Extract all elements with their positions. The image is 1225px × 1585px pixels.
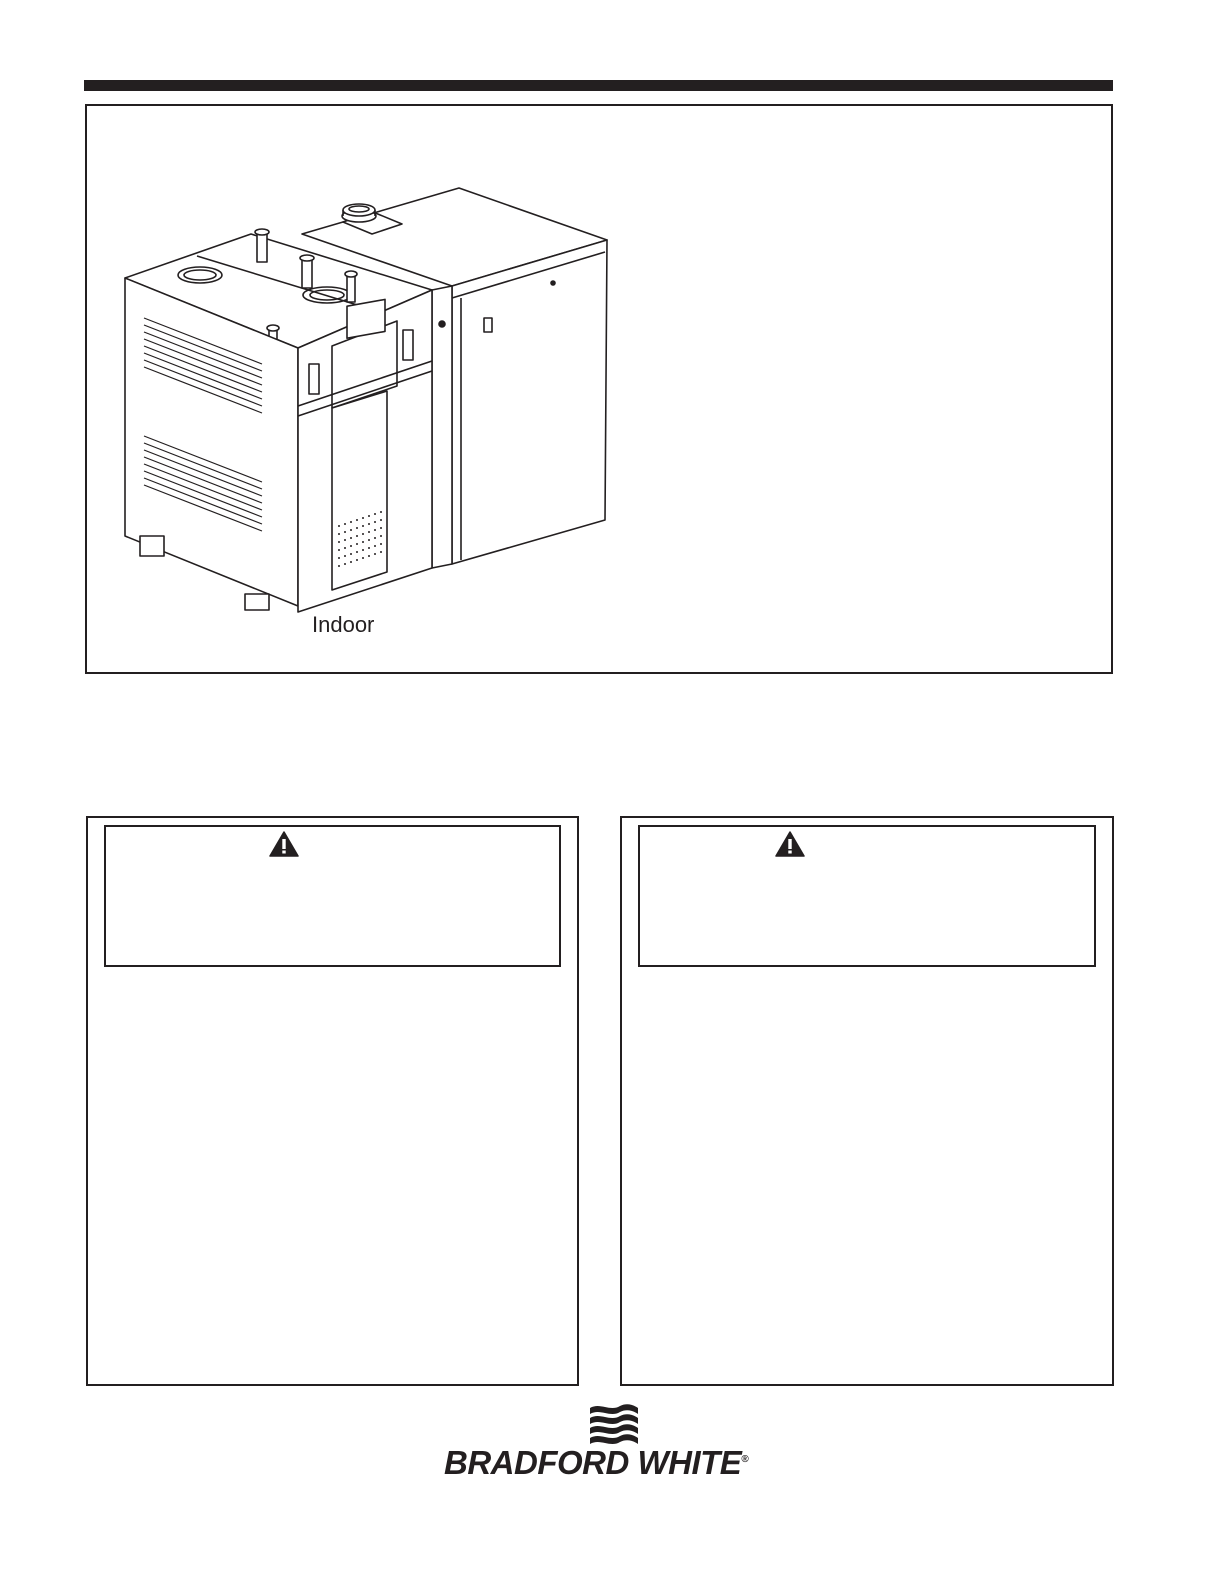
bradford-white-waves-logo	[584, 1402, 644, 1448]
boiler-illustration	[87, 106, 1111, 672]
product-illustration-frame	[85, 104, 1113, 674]
registered-mark: ®	[741, 1454, 749, 1465]
bradford-white-logo	[444, 1402, 774, 1482]
warning-header-left	[104, 825, 561, 967]
brand-wordmark	[444, 1444, 748, 1482]
warning-box-left	[86, 816, 579, 1386]
warning-triangle-icon	[269, 831, 299, 857]
brand-name: BRADFORD WHITE	[444, 1444, 742, 1481]
warning-header-right	[638, 825, 1096, 967]
header-rule	[84, 80, 1113, 91]
illustration-caption: Indoor	[312, 612, 375, 637]
warning-box-right	[620, 816, 1114, 1386]
warning-triangle-icon	[775, 831, 805, 857]
